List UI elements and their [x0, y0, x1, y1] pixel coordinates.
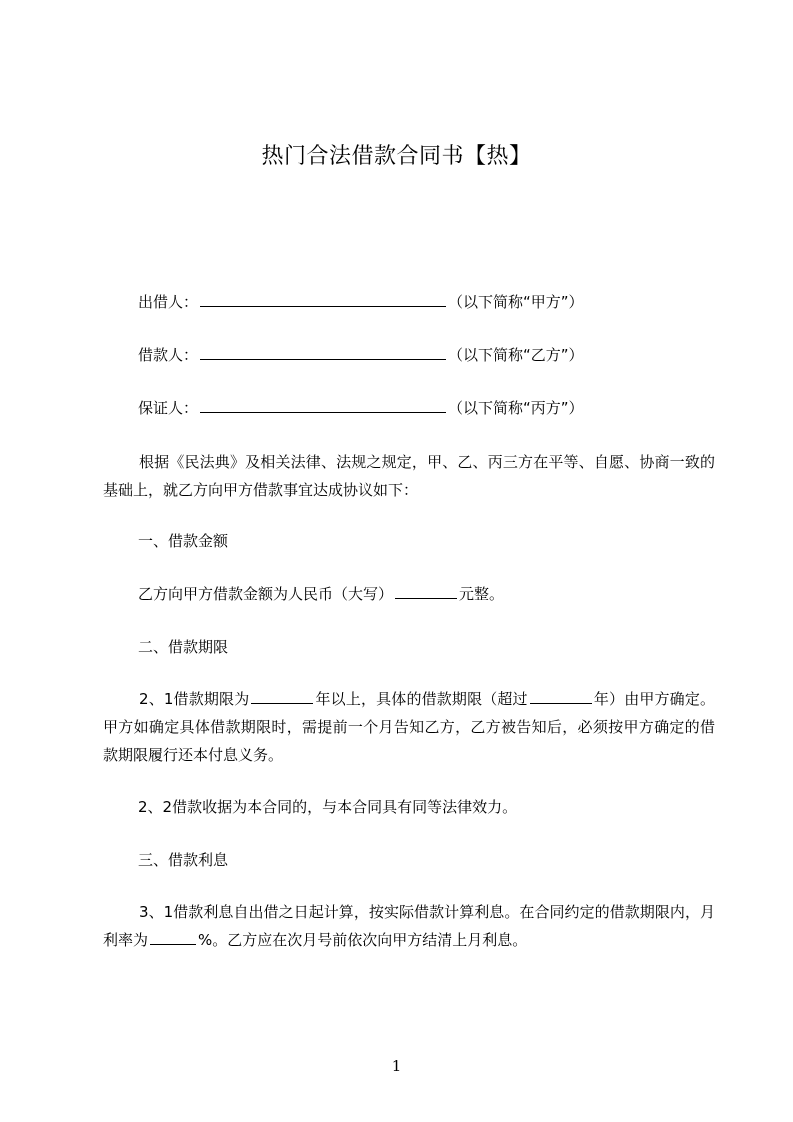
borrower-note: （以下简称“乙方”） [448, 346, 584, 364]
amount-prefix: 乙方向甲方借款金额为人民币（大写） [138, 585, 394, 603]
amount-blank[interactable] [395, 583, 457, 599]
interest-rate-blank[interactable] [150, 929, 196, 945]
interest-paragraph-1 [103, 898, 715, 954]
lender-label: 出借人： [138, 293, 199, 311]
intro-paragraph: 根据《民法典》及相关法律、法规之规定，甲、乙、丙三方在平等、自愿、协商一致的基础上，就乙方向甲方借款事宜达成协议如下： [103, 453, 715, 499]
guarantor-note: （以下简称“丙方”） [448, 399, 584, 417]
amount-line [138, 583, 504, 604]
interest-p1-part2: %。乙方应在次月号前依次向甲方结清上月利息。 [198, 931, 528, 949]
term-years-blank[interactable] [251, 688, 313, 704]
amount-suffix: 元整。 [459, 585, 505, 603]
borrower-label: 借款人： [138, 346, 199, 364]
document-title: 热门合法借款合同书【热】 [261, 144, 532, 169]
page-number: 1 [391, 1057, 402, 1075]
guarantor-label: 保证人： [138, 399, 199, 417]
lender-line [138, 291, 584, 312]
section-heading-term: 二、借款期限 [138, 638, 229, 656]
guarantor-line [138, 397, 584, 418]
borrower-blank[interactable] [200, 344, 446, 360]
section-heading-interest: 三、借款利息 [138, 851, 229, 869]
lender-note: （以下简称“甲方”） [448, 293, 584, 311]
term-paragraph-1 [103, 685, 715, 769]
guarantor-blank[interactable] [200, 397, 446, 413]
term-max-years-blank[interactable] [530, 688, 592, 704]
term-paragraph-2: 2、2借款收据为本合同的，与本合同具有同等法律效力。 [138, 798, 518, 816]
interest-p1-part1: 3、1借款利息自出借之日起计算，按实际借款计算利息。在合同约定的借款期限内，月利率为 [103, 903, 715, 949]
section-heading-amount: 一、借款金额 [138, 532, 229, 550]
term-p1-part3: 年）由甲方确定。甲方如确定具体借款期限时，需提前一个月告知乙方，乙方被告知后，必须按甲方确定的借款期限履行还本付息义务。 [103, 690, 715, 764]
term-p1-part2: 年以上，具体的借款期限（超过 [315, 690, 528, 708]
term-p1-part1: 2、1借款期限为 [139, 690, 250, 708]
lender-blank[interactable] [200, 291, 446, 307]
borrower-line [138, 344, 584, 365]
